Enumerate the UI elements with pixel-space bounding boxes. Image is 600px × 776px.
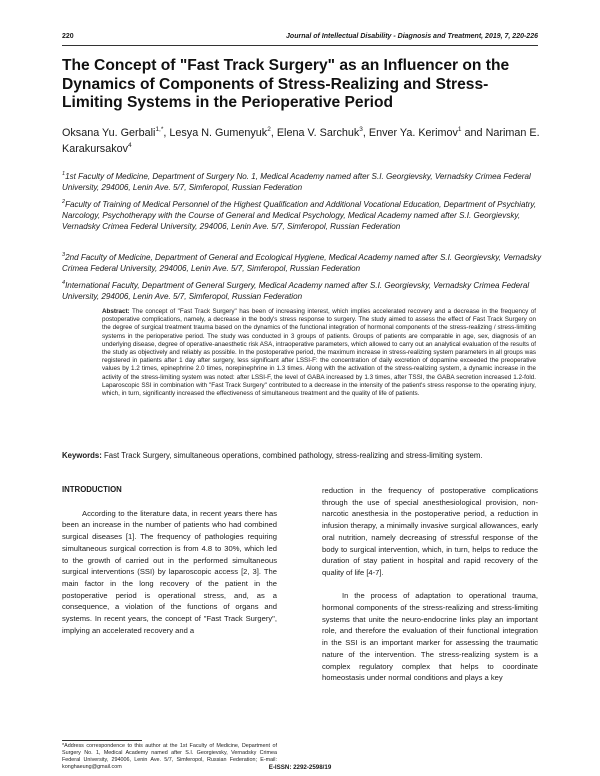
author-name: Elena V. Sarchuk [276,127,360,139]
affiliation-number: 3 [62,252,66,258]
author-separator: , [362,127,369,139]
author-name: Lesya N. Gumenyuk [169,127,268,139]
abstract-text: The concept of "Fast Track Surgery" has been of increasing interest, which implies accelerated recovery and a decrease in the frequency of postoperative complications, namely, a decrease in the body's stress response to surgery. The study aimed to assess the effect of Fast Track Surgery on the degree of surgical treatment trauma based on the dynamics of the functional integration of hormonal components of the stress-realizing / stress-limiting systems in the perioperative period. The study was conducted in 3 groups of patients. Groups of patients are comparable in age, sex, diagnosis of an underlying disease, degree of operative-anaesthetic risk ASA, intraoperative parameters, which allowed to carry out an analytical evaluation of the results of the study as objectively and reliably as possible. In the postoperative period, the maximum increase in stress-realizing system parameters in all groups was registered in patients after 1 day after surgery, less significant after LSSI-F: the concentration of daily excretion of dopamine exceeded the preoperative values by 1.2 times, epinephrine 2.0 times, norepinephrine in 1.3 times. Along with the activation of the stress-realizing system, a dynamic increase in the activity of the stress-limiting system was noted: after LSSI-F, the level of GABA increased by 1.3 times, after TSSI, the GABA secretion increased 1.2-fold. Laparoscopic SSI in combination with "Fast Track Surgery" contributed to a decrease in the intensity of the patient's stress response to the operating injury, which, in turn, significantly increased the effectiveness of simultaneous treatment and the quality of life of patients. [102,308,536,398]
running-header [62,33,538,45]
affiliation-text: 2nd Faculty of Medicine, Department of General and Ecological Hygiene, Medical Academy named after S.I. Georgievsky, Vernadsky Crimea Federal University, 294006, Lenin Ave. 5/7, Simferopol, Russian Federation [62,253,542,273]
author-affiliation-mark: 3 [359,126,363,133]
keywords [62,450,540,462]
author-affiliation-mark: 2 [267,126,271,133]
affiliation-1 [62,171,542,193]
author-name: Nariman E. Karakursakov [62,127,540,155]
author-name: Oksana Yu. Gerbali [62,127,156,139]
affiliation-4 [62,280,542,302]
left-column [62,484,277,636]
paragraph-gap [322,579,538,591]
footnote-rule [62,740,142,741]
author-affiliation-mark: 1,* [155,126,164,133]
affiliation-number: 2 [62,199,66,205]
abstract-label: Abstract: [102,308,130,315]
introduction-paragraph-2: In the process of adaptation to operational trauma, hormonal components of the stress-realizing and stress-limiting systems that unite the neuro-endocrine links play an important role, and therefore the evaluation of their functional integration in the SSI is an important marker for assessing the traumatic nature of the intervention. The stress-realizing system is a complex regulatory complex that helps to coordinate homeostasis under normal conditions and plays a key [322,591,538,683]
author-affiliation-mark: 4 [128,141,132,149]
abstract [102,308,536,398]
article-title: The Concept of "Fast Track Surgery" as an Influencer on the Dynamics of Components of Stress-Realizing and Stress-Limiting Systems in the Perioperative Period [62,57,510,112]
author-separator: , [270,127,277,139]
introduction-paragraph-1-continued: reduction in the frequency of postoperative complications through the use of special anesthesiological provision, non-narcotic anesthesia in the postoperative period, a reduction in infusion therapy, a minimally invasive surgical allowances, early oral nutrition, namely decreasing of stressful response of the body to surgical intervention, which, in turn, helps to reduce the duration of stay patient in hospital and rapid recovery of the quality of life [4-7]. [322,486,538,577]
author-affiliation-mark: 1 [457,126,462,133]
page-number: 220 [62,33,74,40]
affiliation-3 [62,252,542,274]
affiliation-text: Faculty of Training of Medical Personnel of the Highest Qualification and Additional Vocational Education, Department of Psychiatry, Narcology, Psychotherapy with the Course of General and Medical Psychology, Medical Academy named after S.I. Georgievsky, Vernadsky Crimea Federal University, 294006, Lenin Ave. 5/7, Simferopol, Russian Federation [62,200,537,231]
journal-citation: Journal of Intellectual Disability - Diagnosis and Treatment, 2019, 7, 220-226 [286,33,538,40]
keywords-label: Keywords: [62,451,102,460]
affiliation-number: 4 [62,280,66,286]
author-name: Enver Ya. Kerimov [368,127,458,139]
affiliation-text: International Faculty, Department of General Surgery, Medical Academy named after S.I. Georgievsky, Vernadsky Crimea Federal University, 294006, Lenin Ave. 5/7, Simferopol, Russian Federation [62,281,530,301]
section-heading-introduction: INTRODUCTION [62,485,122,494]
affiliation-number: 1 [62,171,66,177]
header-rule [62,45,538,46]
issn-footer: E-ISSN: 2292-2598/19 [268,764,332,771]
affiliation-2 [62,199,542,232]
affiliation-text: 1st Faculty of Medicine, Department of Surgery No. 1, Medical Academy named after S.I. Georgievsky, Vernadsky Crimea Federal University, 294006, Lenin Ave. 5/7, Simferopol, Russian Federation [62,172,531,192]
keywords-text: Fast Track Surgery, simultaneous operations, combined pathology, stress-realizing and stress-limiting system. [104,451,483,460]
introduction-paragraph-1: According to the literature data, in recent years there has been an increase in the number of patients who had combined surgical diseases [1]. The frequency of pathologies requiring simultaneous surgical correction is from 4.8 to 30%, which led to the growth of carried out in the performed simultaneous surgical interventions (SSI) by laparoscopic access [2, 3]. The main factor in the long recovery of the patient in the postoperative period is operational stress, and, as a consequence, a violation of the functions of organs and systems. In recent years, the concept of "Fast Track Surgery", implying an accelerated recovery and a [62,508,277,635]
author-separator: , [163,127,170,139]
author-list [62,126,542,157]
author-conjunction: and [461,127,486,139]
correspondence-footnote: *Address correspondence to this author at the 1st Faculty of Medicine, Department of Surgery No. 1, Medical Academy named after S.I. Georgievsky, Vernadsky Crimea Federal University, 294006, Lenin Ave. 5/7, Simferopol, Russian Federation; E-mail: konghaeung@gmail.com [62,743,277,770]
right-column [322,485,538,684]
